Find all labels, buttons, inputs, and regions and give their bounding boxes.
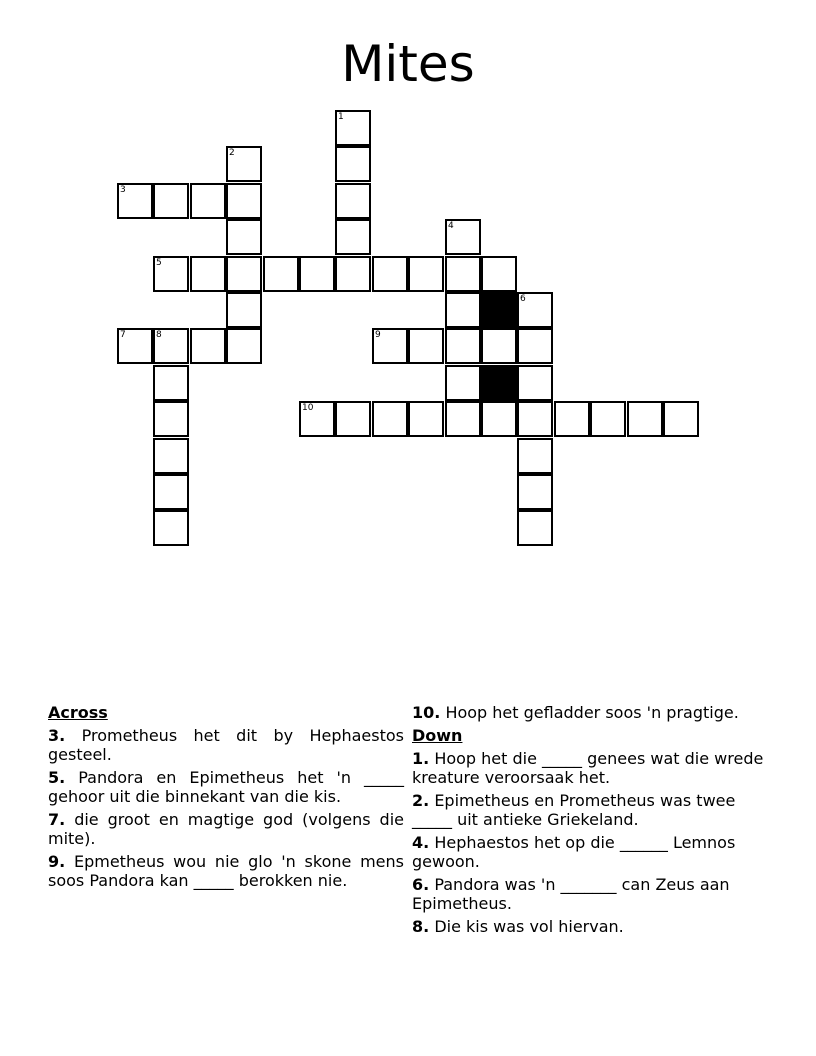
cell-number: 6 — [520, 294, 526, 304]
grid-cell[interactable] — [153, 256, 189, 292]
cell-number: 5 — [156, 258, 162, 268]
clues-right-column — [412, 703, 768, 940]
black-cell — [481, 365, 517, 401]
clue-down-8 — [412, 917, 768, 936]
clue-number: 3. — [48, 726, 66, 745]
grid-cell[interactable] — [335, 183, 371, 219]
grid-cell[interactable] — [445, 365, 481, 401]
clue-number: 7. — [48, 810, 66, 829]
grid-cell[interactable] — [226, 219, 262, 255]
clues-left-column — [48, 703, 404, 894]
grid-cell[interactable] — [372, 328, 408, 364]
grid-cell[interactable] — [226, 328, 262, 364]
cell-number: 3 — [120, 185, 126, 195]
grid-cell[interactable] — [481, 401, 517, 437]
clue-text: Epimetheus en Prometheus was twee _____ uit antieke Griekeland. — [412, 791, 736, 829]
grid-cell[interactable] — [481, 328, 517, 364]
puzzle-title: Mites — [341, 35, 475, 93]
grid-cell[interactable] — [445, 219, 481, 255]
grid-cell[interactable] — [190, 256, 226, 292]
cell-number: 9 — [375, 330, 381, 340]
grid-cell[interactable] — [190, 183, 226, 219]
cell-number: 2 — [229, 148, 235, 158]
clue-down-4 — [412, 833, 768, 871]
grid-cell[interactable] — [153, 401, 189, 437]
grid-cell[interactable] — [117, 183, 153, 219]
grid-cell[interactable] — [226, 292, 262, 328]
grid-cell[interactable] — [153, 328, 189, 364]
grid-cell[interactable] — [190, 328, 226, 364]
clue-across-9 — [48, 852, 404, 890]
clue-text: Pandora en Epimetheus het 'n _____ gehoor uit die binnekant van die kis. — [48, 768, 404, 806]
grid-cell[interactable] — [335, 146, 371, 182]
clue-number: 5. — [48, 768, 66, 787]
grid-cell[interactable] — [554, 401, 590, 437]
grid-cell[interactable] — [408, 256, 444, 292]
grid-cell[interactable] — [627, 401, 663, 437]
cell-number: 10 — [302, 403, 314, 413]
grid-cell[interactable] — [408, 328, 444, 364]
grid-cell[interactable] — [335, 219, 371, 255]
clue-text: Hoop het gefladder soos 'n pragtige. — [445, 703, 739, 722]
cell-number: 4 — [448, 221, 454, 231]
grid-cell[interactable] — [445, 401, 481, 437]
across-heading: Across — [48, 703, 108, 722]
clue-down-1 — [412, 749, 768, 787]
clue-number: 8. — [412, 917, 430, 936]
grid-cell[interactable] — [517, 401, 553, 437]
clue-text: Prometheus het dit by Hephaestos gesteel. — [48, 726, 404, 764]
clue-across-5 — [48, 768, 404, 806]
grid-cell[interactable] — [153, 438, 189, 474]
grid-cell[interactable] — [517, 510, 553, 546]
grid-cell[interactable] — [335, 256, 371, 292]
clue-number: 1. — [412, 749, 430, 768]
cell-number: 7 — [120, 330, 126, 340]
grid-cell[interactable] — [517, 365, 553, 401]
grid-cell[interactable] — [153, 183, 189, 219]
grid-cell[interactable] — [335, 401, 371, 437]
grid-cell[interactable] — [153, 510, 189, 546]
grid-cell[interactable] — [263, 256, 299, 292]
grid-cell[interactable] — [590, 401, 626, 437]
grid-cell[interactable] — [663, 401, 699, 437]
cell-number: 1 — [338, 112, 344, 122]
grid-cell[interactable] — [445, 328, 481, 364]
grid-cell[interactable] — [299, 256, 335, 292]
clue-number: 4. — [412, 833, 430, 852]
clue-text: Die kis was vol hiervan. — [434, 917, 624, 936]
black-cell — [481, 292, 517, 328]
clue-down-2 — [412, 791, 768, 829]
grid-cell[interactable] — [517, 328, 553, 364]
grid-cell[interactable] — [445, 292, 481, 328]
clue-down-6 — [412, 875, 768, 913]
clue-text: Hoop het die _____ genees wat die wrede kreature veroorsaak het. — [412, 749, 764, 787]
grid-cell[interactable] — [299, 401, 335, 437]
clue-text: Epmetheus wou nie glo 'n skone mens soos Pandora kan _____ berokken nie. — [48, 852, 405, 890]
grid-cell[interactable] — [153, 474, 189, 510]
clue-text: Hephaestos het op die ______ Lemnos gewoon. — [412, 833, 736, 871]
grid-cell[interactable] — [445, 256, 481, 292]
clue-number: 2. — [412, 791, 430, 810]
cell-number: 8 — [156, 330, 162, 340]
clue-number: 10. — [412, 703, 441, 722]
clue-number: 9. — [48, 852, 66, 871]
clue-across-7 — [48, 810, 404, 848]
grid-cell[interactable] — [153, 365, 189, 401]
grid-cell[interactable] — [335, 110, 371, 146]
grid-cell[interactable] — [226, 256, 262, 292]
clue-across-10 — [412, 703, 768, 722]
grid-cell[interactable] — [226, 146, 262, 182]
clue-number: 6. — [412, 875, 430, 894]
clue-text: Pandora was 'n _______ can Zeus aan Epimetheus. — [412, 875, 730, 913]
grid-cell[interactable] — [226, 183, 262, 219]
clue-across-3 — [48, 726, 404, 764]
grid-cell[interactable] — [517, 438, 553, 474]
grid-cell[interactable] — [481, 256, 517, 292]
grid-cell[interactable] — [517, 474, 553, 510]
down-heading: Down — [412, 726, 463, 745]
grid-cell[interactable] — [372, 256, 408, 292]
clue-text: die groot en magtige god (volgens die mite). — [48, 810, 404, 848]
grid-cell[interactable] — [372, 401, 408, 437]
grid-cell[interactable] — [517, 292, 553, 328]
grid-cell[interactable] — [408, 401, 444, 437]
grid-cell[interactable] — [117, 328, 153, 364]
